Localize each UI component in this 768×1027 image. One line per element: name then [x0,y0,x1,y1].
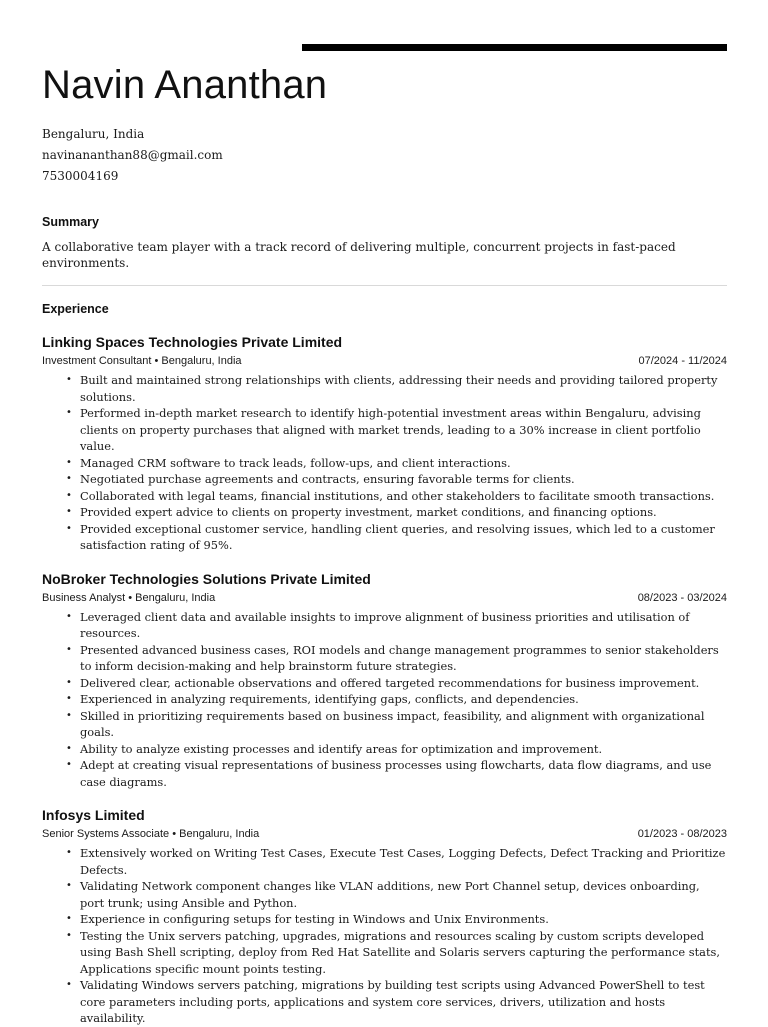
job-bullet: • Performed in-depth market research to identify high-potential investment areas within Bengaluru, advising clients on property purchases that aligned with market trends, leading to a 30% increase in client portfolio value. [66,405,727,455]
job-entry [42,333,727,554]
job-bullets [42,845,727,1027]
job-dates: 08/2023 - 03/2024 [637,591,727,604]
job-bullet: • Extensively worked on Writing Test Cases, Execute Test Cases, Logging Defects, Defect Tracking and Prioritize Defects. [66,845,727,878]
job-bullets [42,372,727,554]
job-meta [42,591,727,606]
experience-heading: Experience [42,302,109,316]
email-text: navinananthan88@gmail.com [42,148,223,162]
job-bullet: • Ability to analyze existing processes and identify areas for optimization and improvement. [66,741,727,758]
summary-heading: Summary [42,215,99,229]
experience-list [42,333,727,1027]
job-role-location: Senior Systems Associate • Bengaluru, India [42,828,260,840]
job-bullet: • Experience in configuring setups for testing in Windows and Unix Environments. [66,911,727,928]
job-bullet: • Leveraged client data and available insights to improve alignment of business priorities and utilisation of resources. [66,609,727,642]
job-bullet: • Validating Windows servers patching, migrations by building test scripts using Advanced PowerShell to test core parameters including ports, applications and system core services, drivers, utilization and hosts availability. [66,977,727,1027]
job-bullet: • Skilled in prioritizing requirements based on business impact, feasibility, and alignment with organizational goals. [66,708,727,741]
job-entry [42,570,727,791]
resume-page [42,60,727,1027]
candidate-name: Navin Ananthan [42,63,328,107]
job-bullet: • Validating Network component changes like VLAN additions, new Port Channel setup, devices onboarding, port trunk; using Ansible and Python. [66,878,727,911]
job-role-location: Business Analyst • Bengaluru, India [42,591,216,604]
job-bullet: • Presented advanced business cases, ROI models and change management programmes to senior stakeholders to inform decision-making and help brainstorm future strategies. [66,642,727,675]
job-bullet: • Provided exceptional customer service, handling client queries, and resolving issues, which led to a customer satisfaction rating of 95%. [66,521,727,554]
job-dates: 07/2024 - 11/2024 [638,355,727,367]
job-bullet: • Provided expert advice to clients on property investment, market conditions, and financing options. [66,504,727,521]
job-bullet: • Adept at creating visual representations of business processes using flowcharts, data flow diagrams, and use case diagrams. [66,757,727,790]
location-text: Bengaluru, India [42,127,145,141]
job-meta [42,354,727,369]
job-bullet: • Collaborated with legal teams, financial institutions, and other stakeholders to facilitate smooth transactions. [66,488,727,505]
contact-info [42,124,727,187]
job-role-location: Investment Consultant • Bengaluru, India [42,355,242,367]
company-name: Infosys Limited [42,807,145,823]
job-entry [42,806,727,1027]
summary-text: A collaborative team player with a track record of delivering multiple, concurrent projects in fast-paced environments. [42,240,676,270]
job-bullet: • Managed CRM software to track leads, follow-ups, and client interactions. [66,455,727,472]
company-name: Linking Spaces Technologies Private Limited [42,334,343,350]
job-bullet: • Delivered clear, actionable observations and offered targeted recommendations for business improvement. [66,675,727,692]
job-bullets [42,609,727,791]
job-bullet: • Experienced in analyzing requirements, identifying gaps, conflicts, and dependencies. [66,691,727,708]
job-bullet: • Testing the Unix servers patching, upgrades, migrations and resources scaling by custom scripts developed using Bash Shell scripting, deploy from Red Hat Satellite and Solaris servers capturing the performance stats, Applications specific mount points testing. [66,928,727,978]
job-bullet: • Negotiated purchase agreements and contracts, ensuring favorable terms for clients. [66,471,727,488]
job-dates: 01/2023 - 08/2023 [637,828,727,840]
job-bullet: • Built and maintained strong relationships with clients, addressing their needs and providing tailored property solutions. [66,372,727,405]
company-name: NoBroker Technologies Solutions Private Limited [42,570,371,587]
job-meta [42,827,727,842]
section-divider [42,285,727,286]
phone-text: 7530004169 [42,169,119,183]
header-accent-bar [302,44,727,51]
